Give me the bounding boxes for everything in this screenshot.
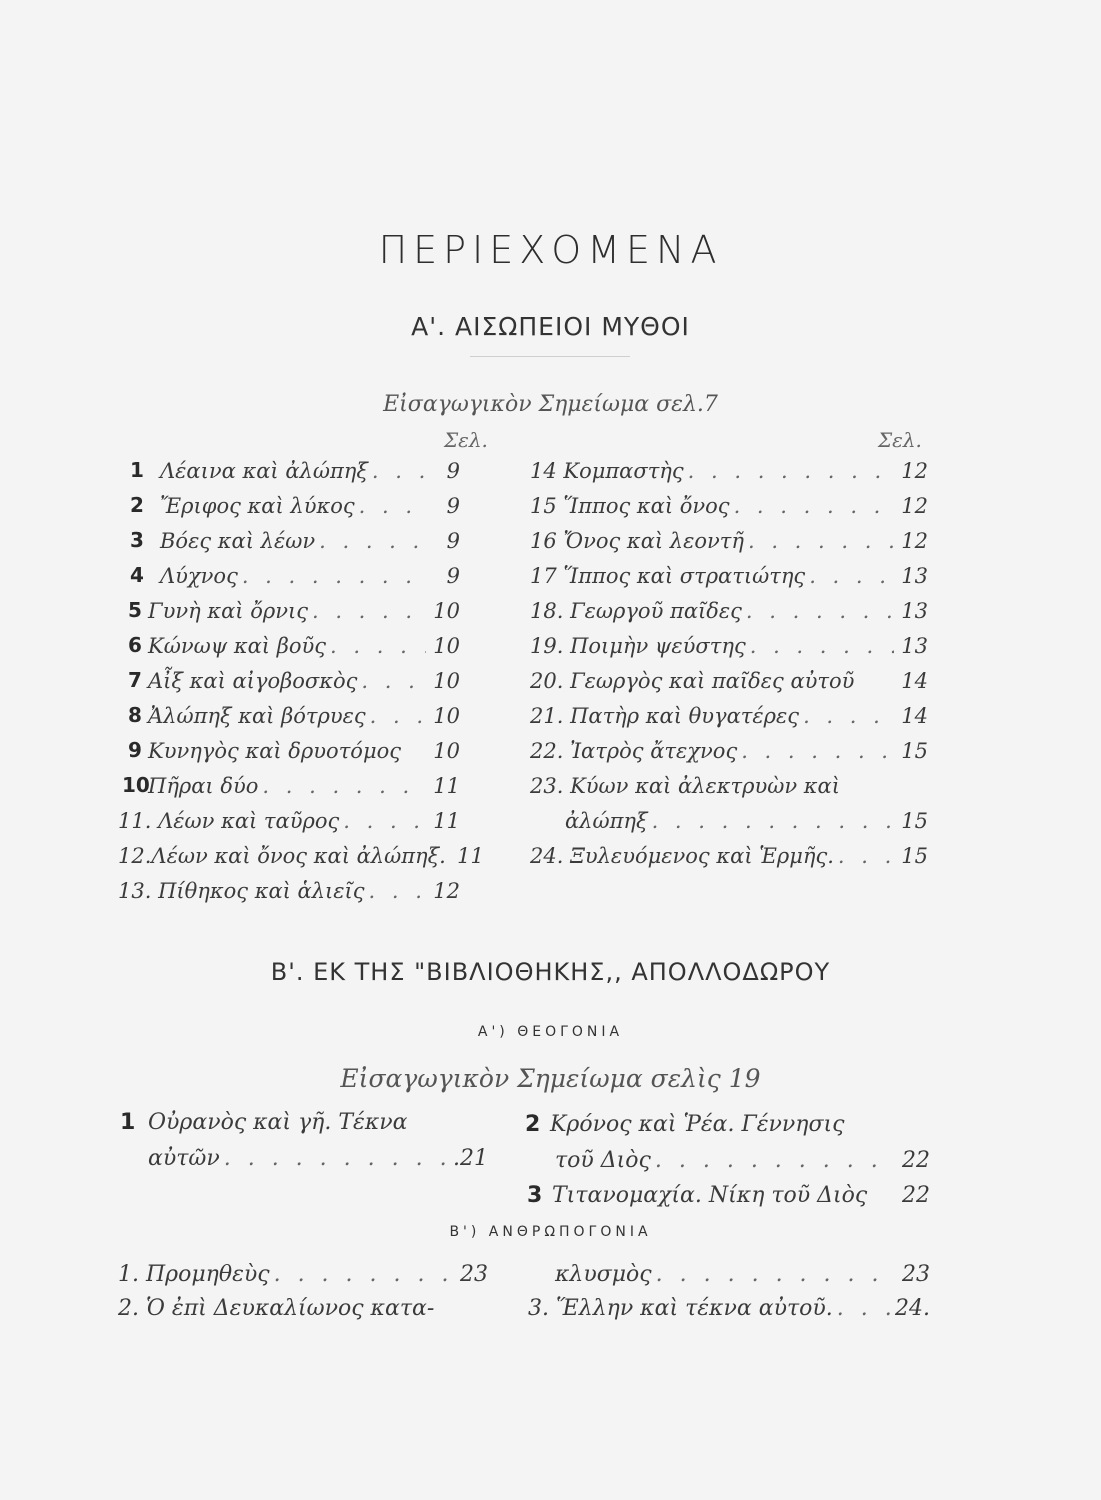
toc-entry — [148, 669, 460, 693]
entry-page: 10 — [433, 634, 460, 658]
leader-dots — [803, 704, 894, 728]
toc-entry — [565, 809, 928, 833]
entry-label: 19. Ποιμὴν ψεύστης — [530, 634, 746, 658]
toc-entry — [148, 1146, 488, 1171]
toc-entry — [530, 564, 928, 588]
entry-page: 9 — [446, 459, 460, 483]
toc-entry — [160, 564, 460, 588]
entry-label: Λέαινα καὶ ἀλώπηξ — [160, 459, 368, 483]
toc-entry — [118, 809, 460, 833]
entry-label: Γυνὴ καὶ ὄρνις — [148, 599, 308, 623]
leader-dots — [242, 564, 426, 588]
entry-page: 24. — [895, 1296, 930, 1321]
leader-dots — [372, 459, 426, 483]
leader-dots — [370, 704, 426, 728]
toc-entry — [530, 739, 928, 763]
toc-entry — [530, 634, 928, 658]
entry-page: 9 — [446, 529, 460, 553]
leader-dots — [741, 739, 894, 763]
toc-entry — [148, 704, 460, 728]
entry-page: 15 — [901, 739, 928, 763]
entry-page: 11 — [433, 774, 460, 798]
leader-dots — [656, 1262, 896, 1287]
entry-label: 14 Κομπαστὴς — [530, 459, 684, 483]
toc-entry — [530, 599, 928, 623]
entry-page: 11 — [433, 809, 460, 833]
entry-page: 22 — [902, 1148, 930, 1173]
entry-label: 22. Ἰατρὸς ἄτεχνος — [530, 739, 738, 763]
entry-label: Οὐρανὸς καὶ γῆ. Τέκνα — [148, 1110, 408, 1135]
entry-label: 13. Πίθηκος καὶ ἁλιεῖς — [118, 879, 365, 903]
entry-label: 1. Προμηθεὺς — [118, 1262, 270, 1287]
leader-dots — [750, 634, 894, 658]
entry-page: 12 — [901, 529, 928, 553]
toc-entry — [118, 844, 484, 868]
toc-entry — [528, 1296, 930, 1321]
toc-entry — [148, 739, 460, 763]
toc-entry — [148, 599, 460, 623]
entry-label: 24. Ξυλευόμενος καὶ Ἑρμῆς. — [530, 844, 834, 868]
section-b-title: Β'. ΕΚ ΤΗΣ "ΒΙΒΛΙΟΘΗΚΗΣ,, ΑΠΟΛΛΟΔΩΡΟΥ — [270, 958, 831, 986]
entry-page: 13 — [901, 634, 928, 658]
entry-page: 9 — [446, 494, 460, 518]
entry-page: 12 — [433, 879, 460, 903]
leader-dots — [224, 1146, 449, 1171]
right-page-header: Σελ. — [878, 428, 922, 452]
entry-label: Κρόνος καὶ Ῥέα. Γέννησις — [550, 1112, 845, 1137]
leader-dots — [688, 459, 894, 483]
handwritten-mark: 10 — [122, 773, 150, 797]
toc-entry — [555, 1148, 930, 1173]
handwritten-mark: 3 — [527, 1183, 543, 1208]
entry-page: 12 — [901, 494, 928, 518]
entry-label: ἀλώπηξ — [565, 809, 648, 833]
toc-entry — [160, 494, 460, 518]
entry-page: 14 — [901, 669, 928, 693]
leader-dots — [838, 844, 894, 868]
entry-label: 15 Ἵππος καὶ ὄνος — [530, 494, 730, 518]
entry-label: τοῦ Διὸς — [555, 1148, 651, 1173]
entry-page: 22 — [902, 1183, 930, 1208]
toc-entry — [530, 844, 928, 868]
entry-label: 3. Ἕλλην καὶ τέκνα αὐτοῦ. — [528, 1296, 833, 1321]
toc-entry — [118, 1262, 488, 1287]
leader-dots — [330, 634, 426, 658]
handwritten-mark: 7 — [128, 668, 142, 692]
section-b-sub-a-title: Α') ΘΕΟΓΟΝΙΑ — [477, 1024, 624, 1040]
toc-entry — [148, 1110, 488, 1135]
leader-dots — [748, 529, 894, 553]
entry-page: 23 — [460, 1262, 488, 1287]
section-a-intro: Εἰσαγωγικὸν Σημείωμα σελ.7 — [383, 392, 718, 417]
entry-label: 20. Γεωργὸς καὶ παῖδες αὐτοῦ — [530, 669, 855, 693]
leader-dots — [361, 669, 426, 693]
handwritten-mark: 1 — [120, 1110, 136, 1135]
toc-entry — [552, 1183, 930, 1208]
divider — [470, 356, 630, 357]
entry-label: Τιτανομαχία. Νίκη τοῦ Διὸς — [552, 1183, 868, 1208]
entry-page: 15 — [901, 844, 928, 868]
toc-entry — [550, 1112, 930, 1137]
entry-label: αὐτῶν — [148, 1146, 220, 1171]
leader-dots — [369, 879, 426, 903]
handwritten-mark: 6 — [128, 633, 142, 657]
entry-page: 14 — [901, 704, 928, 728]
toc-entry — [160, 529, 460, 553]
handwritten-mark: 1 — [130, 458, 144, 482]
entry-label: 16 Ὄνος καὶ λεοντῆ — [530, 529, 744, 553]
section-a-title: Α'. ΑΙΣΩΠΕΙΟΙ ΜΥΘΟΙ — [411, 312, 690, 341]
toc-entry — [530, 529, 928, 553]
entry-label: 23. Κύων καὶ ἀλεκτρυὼν καὶ — [530, 774, 840, 798]
entry-label: Βόες καὶ λέων — [160, 529, 316, 553]
entry-page: 11 — [457, 844, 484, 868]
leader-dots — [343, 809, 426, 833]
entry-page: 15 — [901, 809, 928, 833]
handwritten-mark: 4 — [130, 563, 144, 587]
entry-label: Λύχνος — [160, 564, 238, 588]
toc-entry — [160, 459, 460, 483]
entry-page: 13 — [901, 564, 928, 588]
toc-entry — [530, 669, 928, 693]
handwritten-mark: 8 — [128, 703, 142, 727]
leader-dots — [319, 529, 426, 553]
leader-dots — [274, 1262, 454, 1287]
toc-entry — [148, 774, 460, 798]
leader-dots — [652, 809, 894, 833]
leader-dots — [746, 599, 894, 623]
toc-entry — [555, 1262, 930, 1287]
entry-label: Κώνωψ καὶ βοῦς — [148, 634, 327, 658]
toc-entry — [530, 704, 928, 728]
toc-entry — [118, 1296, 488, 1321]
toc-entry — [530, 459, 928, 483]
entry-page: 13 — [901, 599, 928, 623]
leader-dots — [655, 1148, 896, 1173]
entry-page: .21 — [453, 1146, 488, 1171]
entry-label: 12.Λέων καὶ ὄνος καὶ ἀλώπηξ. — [118, 844, 446, 868]
toc-entry — [118, 879, 460, 903]
leader-dots — [809, 564, 894, 588]
toc-entry — [530, 774, 928, 798]
entry-page: 10 — [433, 704, 460, 728]
entry-page: 12 — [901, 459, 928, 483]
page-title: ΠΕΡΙΕΧΟΜΕΝΑ — [378, 228, 723, 272]
section-b-sub-b-title: Β') ΑΝΘΡΩΠΟΓΟΝΙΑ — [449, 1224, 652, 1240]
entry-label: Ἀλώπηξ καὶ βότρυες — [148, 704, 366, 728]
leader-dots — [312, 599, 426, 623]
entry-label: 17 Ἵππος καὶ στρατιώτης — [530, 564, 806, 588]
entry-page: 10 — [433, 669, 460, 693]
entry-label: 2. Ὁ ἐπὶ Δευκαλίωνος κατα- — [118, 1296, 435, 1321]
left-page-header: Σελ. — [444, 428, 488, 452]
entry-label: 21. Πατὴρ καὶ θυγατέρες — [530, 704, 800, 728]
entry-page: 23 — [902, 1262, 930, 1287]
toc-entry — [148, 634, 460, 658]
entry-label: Ἔριφος καὶ λύκος — [160, 494, 355, 518]
entry-page: 10 — [433, 599, 460, 623]
entry-label: 18. Γεωργοῦ παῖδες — [530, 599, 742, 623]
leader-dots — [837, 1296, 891, 1321]
entry-label: Κυνηγὸς καὶ δρυοτόμος — [148, 739, 402, 763]
leader-dots — [734, 494, 894, 518]
handwritten-mark: 2 — [130, 493, 144, 517]
leader-dots — [262, 774, 426, 798]
entry-page: 9 — [446, 564, 460, 588]
handwritten-mark: 9 — [128, 738, 142, 762]
section-b-intro: Εἰσαγωγικὸν Σημείωμα σελὶς 19 — [340, 1064, 761, 1093]
toc-entry — [530, 494, 928, 518]
entry-label: Αἶξ καὶ αἰγοβοσκὸς — [148, 669, 358, 693]
handwritten-mark: 3 — [130, 528, 144, 552]
entry-label: 11. Λέων καὶ ταῦρος — [118, 809, 340, 833]
handwritten-mark: 2 — [525, 1112, 541, 1137]
entry-page: 10 — [433, 739, 460, 763]
entry-label: Πῆραι δύο — [148, 774, 259, 798]
entry-label: κλυσμὸς — [555, 1262, 652, 1287]
leader-dots — [359, 494, 426, 518]
handwritten-mark: 5 — [128, 598, 142, 622]
